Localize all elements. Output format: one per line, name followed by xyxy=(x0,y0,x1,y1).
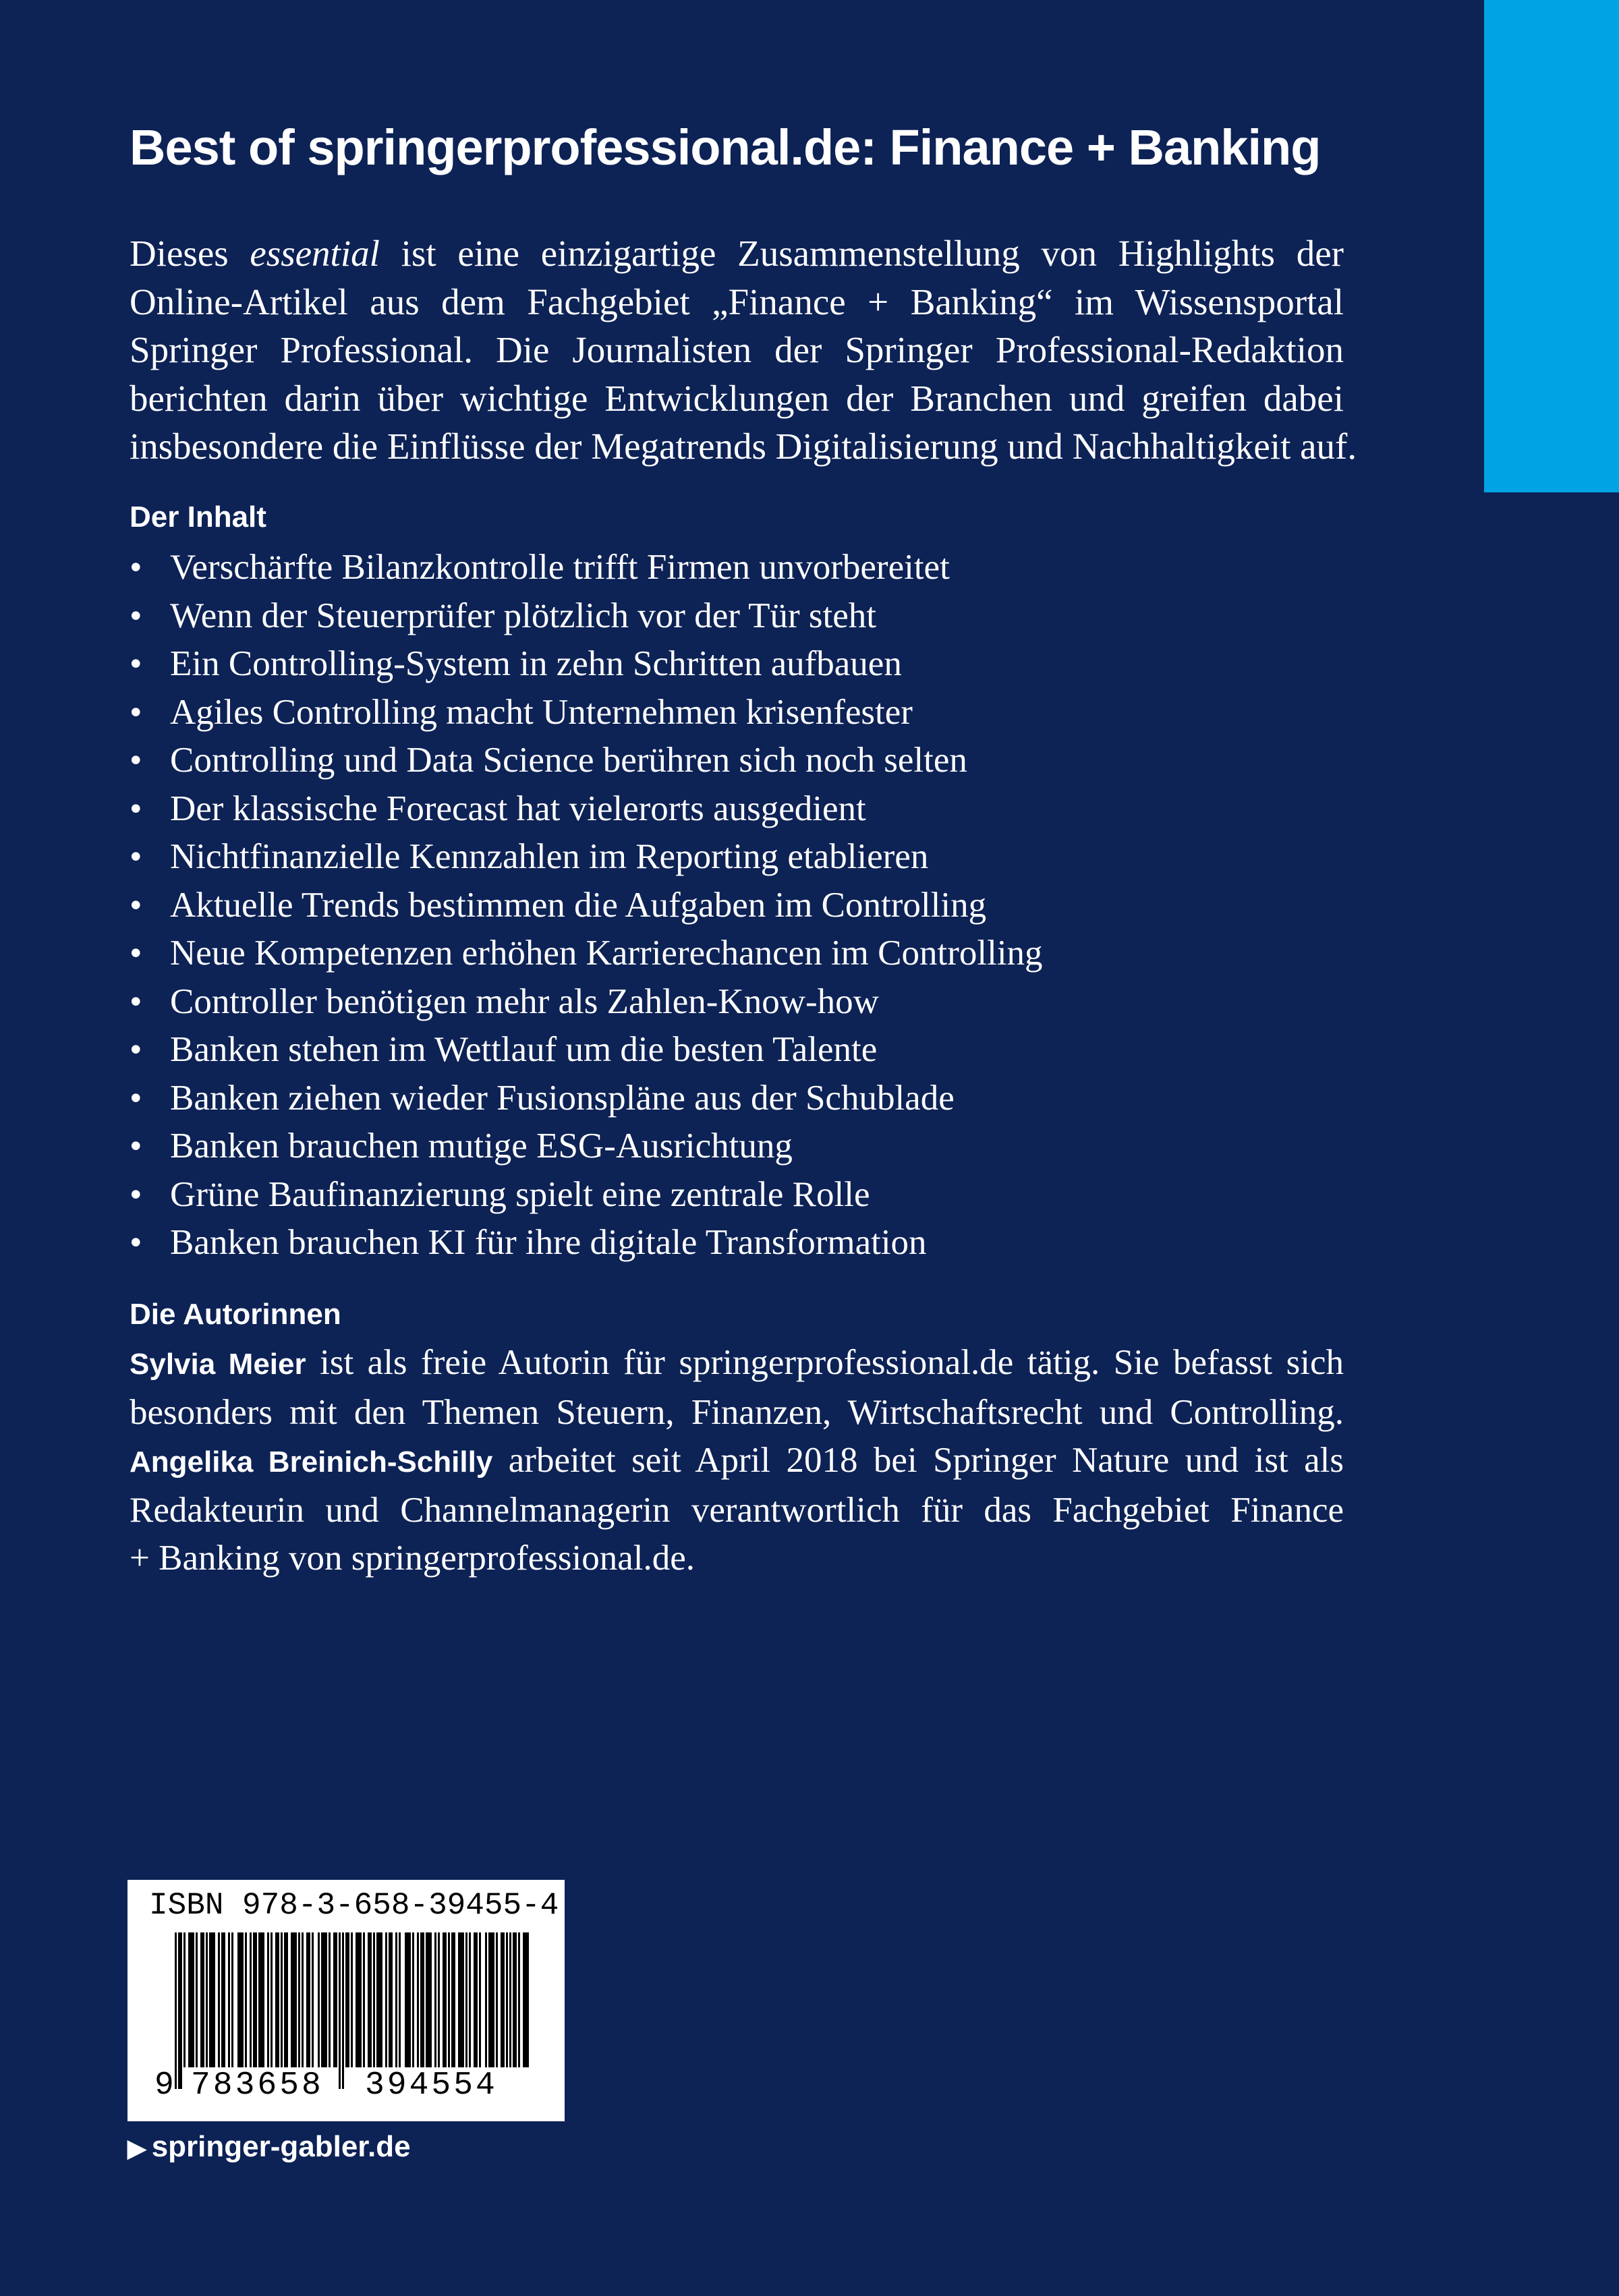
barcode-bar xyxy=(196,1932,198,2067)
barcode-bar xyxy=(321,1932,327,2067)
bullet-icon: • xyxy=(130,596,142,635)
intro-line-4: berichten darin über wichtige Entwicklungen der Branchen und greifen dabei xyxy=(130,377,1344,419)
bullet-icon: • xyxy=(130,885,142,925)
barcode-bar xyxy=(250,1932,252,2067)
barcode-bar xyxy=(412,1932,414,2067)
bullet-icon: • xyxy=(130,981,142,1021)
barcode-bar xyxy=(339,1932,341,2089)
intro-line-1: Dieses essential ist eine einzigartige Zusammenstellung von Highlights der xyxy=(130,233,1344,274)
barcode-bar xyxy=(399,1932,401,2067)
bullet-icon: • xyxy=(130,644,142,683)
barcode-bar xyxy=(509,1932,511,2067)
bullet-icon: • xyxy=(130,1078,142,1118)
bullet-icon: • xyxy=(130,692,142,732)
barcode-bar xyxy=(178,1932,182,2089)
bullet-icon: • xyxy=(130,837,142,876)
contents-item xyxy=(130,1074,1043,1123)
barcode-bar xyxy=(228,1932,230,2067)
barcode-bar xyxy=(479,1932,481,2067)
barcode-bar xyxy=(426,1932,432,2067)
barcode-bar xyxy=(206,1932,208,2067)
contents-item xyxy=(130,737,1043,785)
authors-heading: Die Autorinnen xyxy=(130,1298,341,1331)
barcode-bar xyxy=(275,1932,279,2067)
contents-item xyxy=(130,978,1043,1027)
contents-item xyxy=(130,1171,1043,1219)
author-2-line-2: Redakteurin und Channelmanagerin verantwortlich für das Fachgebiet Finance xyxy=(130,1490,1344,1530)
barcode-bar xyxy=(448,1932,450,2067)
barcode-digit-lead: 9 xyxy=(154,2067,174,2104)
barcode-bar xyxy=(175,1932,177,2089)
contents-item-text: Banken stehen im Wettlauf um die besten Talente xyxy=(170,1030,878,1069)
barcode-bar xyxy=(271,1932,273,2067)
barcode-bar xyxy=(291,1932,297,2067)
book-title: Best of springerprofessional.de: Finance + Banking xyxy=(130,119,1321,175)
barcode-bar xyxy=(200,1932,204,2067)
barcode-bar xyxy=(443,1932,447,2067)
barcode-bar xyxy=(245,1932,247,2067)
bullet-icon: • xyxy=(130,548,142,587)
contents-item xyxy=(130,882,1043,930)
barcode-bar xyxy=(183,1932,186,2067)
contents-item-text: Verschärfte Bilanzkontrolle trifft Firmen unvorbereitet xyxy=(170,548,950,587)
author-2-line-3: + Banking von springerprofessional.de. xyxy=(130,1539,695,1578)
barcode-bar xyxy=(318,1932,320,2067)
contents-item-text: Controlling und Data Science berühren sich noch selten xyxy=(170,741,967,780)
barcode-bar xyxy=(284,1932,288,2067)
barcode-bar xyxy=(389,1932,393,2067)
barcode-bar xyxy=(465,1932,467,2067)
contents-item-text: Banken brauchen mutige ESG-Ausrichtung xyxy=(170,1126,793,1166)
authors-paragraph xyxy=(130,1339,1344,1583)
contents-item-text: Ein Controlling-System in zehn Schritten aufbauen xyxy=(170,644,902,683)
intro-line-3: Springer Professional. Die Journalisten der Springer Professional-Redaktion xyxy=(130,329,1344,370)
contents-item xyxy=(130,929,1043,978)
barcode-bar xyxy=(237,1932,244,2067)
barcode-bar xyxy=(474,1932,478,2067)
intro-line-2: Online-Artikel aus dem Fachgebiet „Finance + Banking“ im Wissensportal xyxy=(130,281,1344,322)
barcode-bar xyxy=(298,1932,300,2067)
barcode-bar xyxy=(267,1932,269,2067)
barcode-bar xyxy=(458,1932,464,2067)
author-1-line-1: Sylvia Meier ist als freie Autorin für springerprofessional.de tätig. Sie befasst sich xyxy=(130,1343,1344,1382)
barcode-bar xyxy=(218,1932,220,2067)
barcode-bar xyxy=(312,1932,314,2067)
barcode-bar xyxy=(333,1932,337,2067)
barcode-bar xyxy=(518,1932,520,2067)
intro-line-5: insbesondere die Einflüsse der Megatrends Digitalisierung und Nachhaltigkeit auf. xyxy=(130,426,1357,467)
barcode-bar xyxy=(434,1932,436,2067)
publisher-link[interactable] xyxy=(127,2130,411,2164)
contents-item-text: Wenn der Steuerprüfer plötzlich vor der Tür steht xyxy=(170,596,877,635)
barcode-bar xyxy=(376,1932,382,2067)
author-1-name: Sylvia Meier xyxy=(130,1348,306,1381)
author-2-name: Angelika Breinich-Schilly xyxy=(130,1445,493,1479)
contents-item xyxy=(130,592,1043,641)
contents-list xyxy=(130,544,1043,1267)
barcode-bar xyxy=(302,1932,304,2067)
cover-accent-tab xyxy=(1484,0,1619,492)
barcode-bar xyxy=(496,1932,498,2067)
barcode-bar xyxy=(356,1932,362,2067)
barcode-bar xyxy=(231,1932,233,2067)
barcode-bar xyxy=(513,1932,517,2067)
barcode-bar xyxy=(342,1932,344,2089)
barcode-bar xyxy=(506,1932,508,2067)
contents-item-text: Der klassische Forecast hat vielerorts ausgedient xyxy=(170,788,866,828)
intro-paragraph xyxy=(130,229,1357,471)
barcode-bar xyxy=(438,1932,440,2067)
barcode-bar xyxy=(306,1932,310,2067)
barcode-bar xyxy=(363,1932,365,2067)
barcode-bar xyxy=(258,1932,264,2089)
barcode-digit-group-1: 783658 xyxy=(191,2067,324,2104)
barcode-bar xyxy=(523,1932,529,2067)
contents-item-text: Nichtfinanzielle Kennzahlen im Reporting etablieren xyxy=(170,837,929,876)
contents-item xyxy=(130,785,1043,834)
barcode-bar xyxy=(420,1932,424,2067)
contents-item xyxy=(130,1122,1043,1171)
bullet-icon: • xyxy=(130,788,142,828)
intro-emphasis: essential xyxy=(250,233,380,274)
contents-item-text: Banken ziehen wieder Fusionspläne aus der Schublade xyxy=(170,1078,955,1118)
barcode-bar xyxy=(209,1932,215,2067)
barcode-bar xyxy=(281,1932,283,2067)
isbn-label: ISBN 978-3-658-39455-4 xyxy=(149,1888,559,1923)
barcode-bar xyxy=(188,1932,194,2067)
barcode-bar xyxy=(385,1932,387,2067)
contents-item-text: Agiles Controlling macht Unternehmen krisenfester xyxy=(170,692,913,732)
contents-item-text: Banken brauchen KI für ihre digitale Transformation xyxy=(170,1223,927,1262)
barcode-bar xyxy=(501,1932,505,2067)
barcode-bar xyxy=(451,1932,455,2067)
bullet-icon: • xyxy=(130,741,142,780)
contents-heading: Der Inhalt xyxy=(130,500,266,534)
contents-item xyxy=(130,1026,1043,1074)
contents-item xyxy=(130,1219,1043,1267)
bullet-icon: • xyxy=(130,1174,142,1214)
bullet-icon: • xyxy=(130,1223,142,1262)
barcode-bar xyxy=(345,1932,349,2067)
barcode-digit-group-2: 394554 xyxy=(365,2067,498,2104)
barcode-bar xyxy=(368,1932,372,2067)
barcode-bar xyxy=(329,1932,331,2067)
contents-item xyxy=(130,544,1043,592)
author-2-line-1: Angelika Breinich-Schilly arbeitet seit April 2018 bei Springer Nature und ist als xyxy=(130,1441,1344,1480)
barcode-bar xyxy=(221,1932,225,2067)
isbn-barcode xyxy=(127,1880,565,2121)
author-1-line-2: besonders mit den Themen Steuern, Finanzen, Wirtschaftsrecht und Controlling. xyxy=(130,1392,1344,1432)
barcode-bar xyxy=(488,1932,494,2067)
barcode-bar xyxy=(351,1932,353,2067)
bullet-icon: • xyxy=(130,1030,142,1069)
contents-item-text: Grüne Baufinanzierung spielt eine zentrale Rolle xyxy=(170,1174,870,1214)
arrow-right-icon: ▶ xyxy=(127,2134,146,2162)
barcode-bar xyxy=(253,1932,257,2089)
barcode-bar xyxy=(395,1932,397,2067)
barcode-bar xyxy=(485,1932,487,2067)
contents-item-text: Aktuelle Trends bestimmen die Aufgaben im Controlling xyxy=(170,885,987,925)
contents-item xyxy=(130,689,1043,737)
contents-item xyxy=(130,833,1043,882)
barcode-bar xyxy=(469,1932,471,2067)
contents-item-text: Neue Kompetenzen erhöhen Karrierechancen im Controlling xyxy=(170,934,1043,973)
publisher-url[interactable]: springer-gabler.de xyxy=(151,2130,411,2163)
barcode-bar xyxy=(417,1932,419,2067)
bullet-icon: • xyxy=(130,934,142,973)
bullet-icon: • xyxy=(130,1126,142,1166)
barcode-bar xyxy=(405,1932,411,2067)
contents-item xyxy=(130,640,1043,689)
barcode-bar xyxy=(373,1932,375,2067)
contents-item-text: Controller benötigen mehr als Zahlen-Know-how xyxy=(170,981,879,1021)
